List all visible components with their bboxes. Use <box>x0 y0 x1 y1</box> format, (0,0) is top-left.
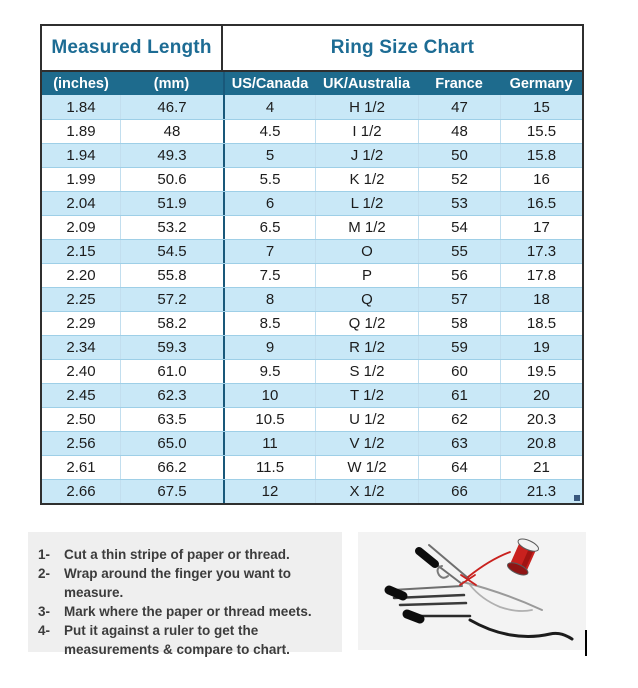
table-cell: 21.3 <box>500 480 582 503</box>
table-row <box>42 479 582 503</box>
table-cell: 54.5 <box>120 240 223 263</box>
instruction-item <box>38 602 336 621</box>
table-cell: 6.5 <box>223 216 315 239</box>
table-cell: 19.5 <box>500 360 582 383</box>
table-cell: U 1/2 <box>315 408 418 431</box>
table-cell: 57.2 <box>120 288 223 311</box>
ring-size-chart-title: Ring Size Chart <box>223 26 582 70</box>
table-cell: R 1/2 <box>315 336 418 359</box>
table-cell: S 1/2 <box>315 360 418 383</box>
table-cell: 18 <box>500 288 582 311</box>
measuring-instructions <box>28 532 342 657</box>
table-cell: 7 <box>223 240 315 263</box>
table-cell: 20 <box>500 384 582 407</box>
instruction-item <box>38 545 336 564</box>
instruction-text: Put it against a ruler to get the measurements & compare to chart. <box>64 623 290 657</box>
table-cell: 62 <box>418 408 500 431</box>
column-header-mm: (mm) <box>153 75 190 92</box>
table-cell: 61.0 <box>120 360 223 383</box>
table-cell: 55.8 <box>120 264 223 287</box>
table-cell: 50.6 <box>120 168 223 191</box>
table-cell: 9 <box>223 336 315 359</box>
table-cell: 15.5 <box>500 120 582 143</box>
table-cell: 57 <box>418 288 500 311</box>
table-row <box>42 143 582 167</box>
table-cell: V 1/2 <box>315 432 418 455</box>
column-header-france: France <box>435 75 483 92</box>
table-cell: 17.8 <box>500 264 582 287</box>
table-cell: 2.15 <box>66 243 96 260</box>
table-cell: 7.5 <box>223 264 315 287</box>
table-row <box>42 359 582 383</box>
instruction-text: Cut a thin stripe of paper or thread. <box>64 547 290 562</box>
thread-line <box>468 552 510 577</box>
column-header-row <box>42 70 582 95</box>
table-row <box>42 167 582 191</box>
table-cell: 4.5 <box>223 120 315 143</box>
instruction-number: 4- <box>38 623 51 638</box>
table-cell: 1.94 <box>66 147 96 164</box>
table-row <box>42 263 582 287</box>
column-header-uk-australia: UK/Australia <box>322 75 411 92</box>
column-header-us-canada: US/Canada <box>223 72 315 95</box>
table-cell: H 1/2 <box>315 95 418 119</box>
table-row <box>42 95 582 119</box>
table-cell: 6 <box>223 192 315 215</box>
table-cell: I 1/2 <box>315 120 418 143</box>
table-cell: 67.5 <box>120 480 223 503</box>
instruction-number: 1- <box>38 547 51 562</box>
table-row <box>42 335 582 359</box>
table-cell: 56 <box>418 264 500 287</box>
table-row <box>42 239 582 263</box>
table-cell: Q 1/2 <box>315 312 418 335</box>
table-cell: 59.3 <box>120 336 223 359</box>
table-cell: 1.99 <box>66 171 96 188</box>
table-cell: 54 <box>418 216 500 239</box>
table-cell: 17.3 <box>500 240 582 263</box>
table-cell: J 1/2 <box>315 144 418 167</box>
table-cell: 2.34 <box>66 339 96 356</box>
thread-spool-icon <box>506 537 540 578</box>
table-cell: 4 <box>223 95 315 119</box>
table-cell: K 1/2 <box>315 168 418 191</box>
ring-fingernail <box>407 614 420 619</box>
table-row <box>42 431 582 455</box>
table-cell: 53 <box>418 192 500 215</box>
table-cell: 10 <box>223 384 315 407</box>
table-cell: 2.50 <box>66 411 96 428</box>
table-cell: P <box>315 264 418 287</box>
table-cell: 16.5 <box>500 192 582 215</box>
table-cell: 21 <box>500 456 582 479</box>
table-cell: 49.3 <box>120 144 223 167</box>
table-cell: X 1/2 <box>315 480 418 503</box>
ring-size-table-body <box>42 95 582 503</box>
table-cell: 58 <box>418 312 500 335</box>
table-cell: 2.09 <box>66 219 96 236</box>
table-cell: 5 <box>223 144 315 167</box>
instruction-item <box>38 621 336 659</box>
middle-fingernail <box>389 590 403 596</box>
table-cell: 15.8 <box>500 144 582 167</box>
table-cell: 66.2 <box>120 456 223 479</box>
table-cell: 11.5 <box>223 456 315 479</box>
table-cell: 48 <box>120 120 223 143</box>
table-cell: 63.5 <box>120 408 223 431</box>
table-cell: 19 <box>500 336 582 359</box>
table-cell: 15 <box>500 95 582 119</box>
hand-illustration <box>358 532 586 650</box>
hand-with-thread-icon <box>358 532 586 650</box>
table-cell: 16 <box>500 168 582 191</box>
table-cell: M 1/2 <box>315 216 418 239</box>
table-cell: 10.5 <box>223 408 315 431</box>
table-cell: 20.8 <box>500 432 582 455</box>
table-row <box>42 287 582 311</box>
table-cell: 1.89 <box>66 123 96 140</box>
table-cell: 1.84 <box>66 98 96 116</box>
table-cell: 17 <box>500 216 582 239</box>
measured-length-title: Measured Length <box>42 26 223 70</box>
table-cell: 2.25 <box>66 291 96 308</box>
text-cursor-bar <box>585 630 587 656</box>
table-cell: 48 <box>418 120 500 143</box>
table-cell: 65.0 <box>120 432 223 455</box>
column-header-germany: Germany <box>509 75 573 92</box>
table-row <box>42 407 582 431</box>
table-cell: 60 <box>418 360 500 383</box>
table-cell: 51.9 <box>120 192 223 215</box>
table-cell: 64 <box>418 456 500 479</box>
table-row <box>42 311 582 335</box>
selection-fill-handle[interactable] <box>574 495 580 501</box>
ring-size-table <box>40 24 584 505</box>
table-cell: 2.29 <box>66 315 96 332</box>
table-cell: 2.45 <box>66 387 96 404</box>
table-cell: 63 <box>418 432 500 455</box>
instruction-number: 3- <box>38 604 51 619</box>
table-cell: 2.20 <box>66 267 96 284</box>
table-cell: 46.7 <box>120 95 223 119</box>
table-cell: 2.04 <box>66 195 96 212</box>
table-cell: 47 <box>418 95 500 119</box>
table-title-row <box>42 26 582 70</box>
table-cell: W 1/2 <box>315 456 418 479</box>
instruction-text: Wrap around the finger you want to measure. <box>64 566 292 600</box>
column-header-inches: (inches) <box>53 75 109 92</box>
table-cell: 12 <box>223 480 315 503</box>
table-cell: 2.40 <box>66 363 96 380</box>
table-row <box>42 119 582 143</box>
thread-tail <box>470 585 532 611</box>
table-cell: 9.5 <box>223 360 315 383</box>
table-cell: L 1/2 <box>315 192 418 215</box>
table-cell: 11 <box>223 432 315 455</box>
table-row <box>42 383 582 407</box>
index-fingernail <box>419 551 435 564</box>
table-cell: 5.5 <box>223 168 315 191</box>
instruction-item <box>38 564 336 602</box>
table-cell: 8.5 <box>223 312 315 335</box>
table-cell: 52 <box>418 168 500 191</box>
table-cell: 50 <box>418 144 500 167</box>
table-cell: 62.3 <box>120 384 223 407</box>
instruction-text: Mark where the paper or thread meets. <box>64 604 312 619</box>
table-cell: Q <box>315 288 418 311</box>
table-cell: 2.61 <box>66 459 96 476</box>
table-row <box>42 215 582 239</box>
table-cell: 58.2 <box>120 312 223 335</box>
table-cell: 20.3 <box>500 408 582 431</box>
table-cell: O <box>315 240 418 263</box>
table-cell: T 1/2 <box>315 384 418 407</box>
table-cell: 18.5 <box>500 312 582 335</box>
table-cell: 59 <box>418 336 500 359</box>
instruction-number: 2- <box>38 566 51 581</box>
table-row <box>42 191 582 215</box>
table-cell: 53.2 <box>120 216 223 239</box>
table-cell: 2.66 <box>66 483 96 500</box>
table-cell: 66 <box>418 480 500 503</box>
table-cell: 2.56 <box>66 435 96 452</box>
table-row <box>42 455 582 479</box>
table-cell: 55 <box>418 240 500 263</box>
table-cell: 8 <box>223 288 315 311</box>
table-cell: 61 <box>418 384 500 407</box>
